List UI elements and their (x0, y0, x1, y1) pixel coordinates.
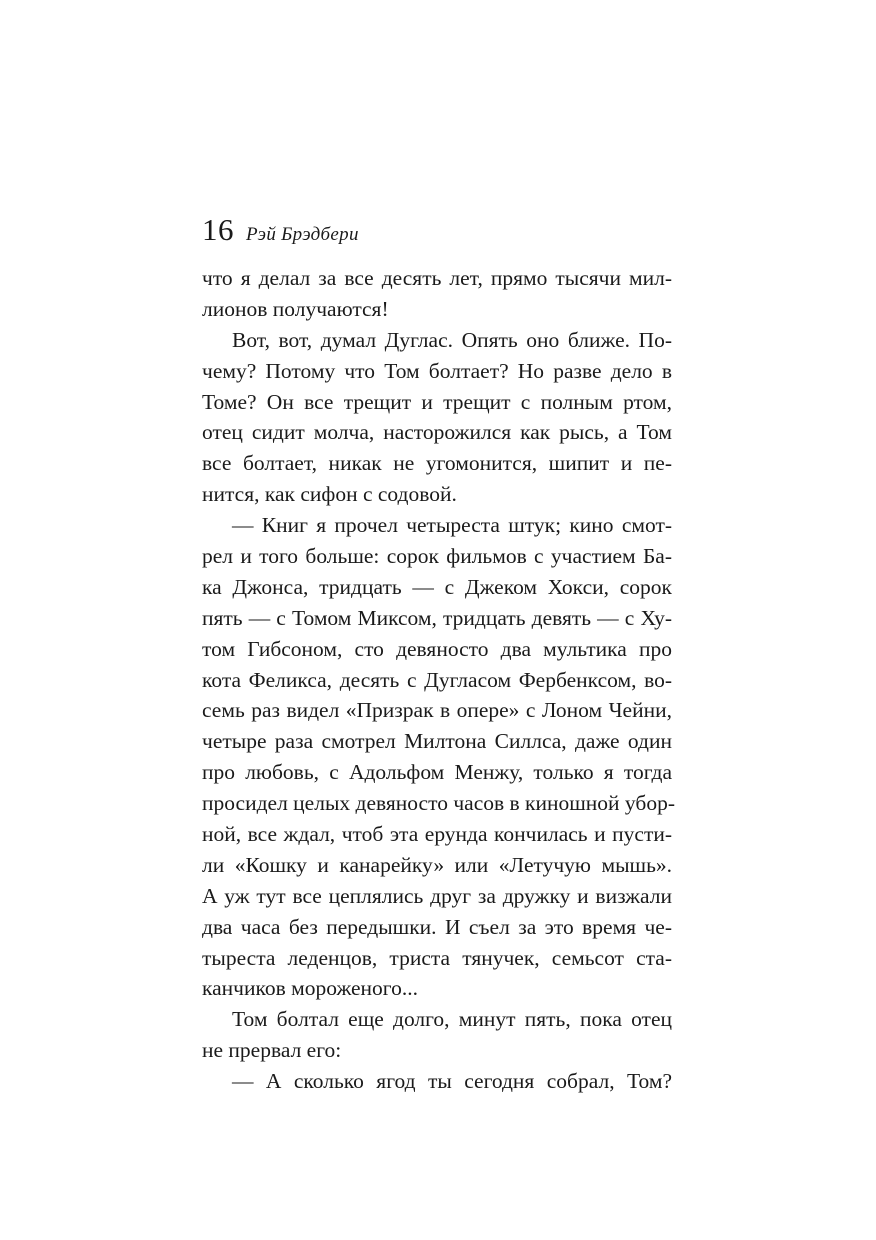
page-header (202, 212, 359, 252)
text-line: Том болтал еще долго, минут пять, пока отец (232, 1007, 672, 1032)
text-line: Томе? Он все трещит и трещит с полным ртом, (202, 389, 672, 414)
text-line: канчиков мороженого... (202, 976, 418, 1001)
text-line: ной, все ждал, чтоб эта ерунда кончилась и пусти- (202, 822, 672, 847)
text-line: просидел целых девяносто часов в киношной убор- (202, 791, 675, 816)
text-line: ли «Кошку и канарейку» или «Летучую мышь». (202, 852, 672, 877)
running-title: Рэй Брэдбери (246, 224, 359, 245)
text-line: Вот, вот, думал Дуглас. Опять оно ближе. По- (232, 327, 672, 352)
text-line: два часа без передышки. И съел за это время че- (202, 914, 672, 939)
text-line: чему? Потому что Том болтает? Но разве дело в (202, 358, 672, 383)
text-line: отец сидит молча, насторожился как рысь, а Том (202, 420, 672, 445)
text-line: кота Феликса, десять с Дугласом Фербенксом, во- (202, 667, 672, 692)
text-line: четыре раза смотрел Милтона Силлса, даже один (202, 729, 672, 754)
text-line: про любовь, с Адольфом Менжу, только я тогда (202, 760, 672, 785)
text-line: том Гибсоном, сто девяносто два мультика про (202, 636, 672, 661)
text-line: тыреста леденцов, триста тянучек, семьсот ста- (202, 945, 672, 970)
text-line: пять — с Томом Миксом, тридцать девять — с Ху- (202, 605, 672, 630)
text-line: А уж тут все цеплялись друг за дружку и визжали (202, 883, 672, 908)
text-line: — Книг я прочел четыреста штук; кино смот- (232, 513, 672, 538)
text-line: нится, как сифон с содовой. (202, 482, 457, 507)
text-line: что я делал за все десять лет, прямо тысячи мил- (202, 266, 672, 290)
text-line: не прервал его: (202, 1038, 342, 1063)
text-line: лионов получаются! (202, 296, 389, 321)
text-line: семь раз видел «Призрак в опере» с Лоном Чейни, (202, 698, 672, 723)
text-line: рел и того больше: сорок фильмов с участием Ба- (202, 544, 672, 569)
page-number: 16 (202, 212, 234, 247)
text-line: все болтает, никак не угомонится, шипит и пе- (202, 451, 672, 476)
text-line: ка Джонса, тридцать — с Джеком Хокси, сорок (202, 574, 672, 599)
text-line: — А сколько ягод ты сегодня собрал, Том? (232, 1069, 672, 1094)
body-text (202, 263, 675, 1097)
